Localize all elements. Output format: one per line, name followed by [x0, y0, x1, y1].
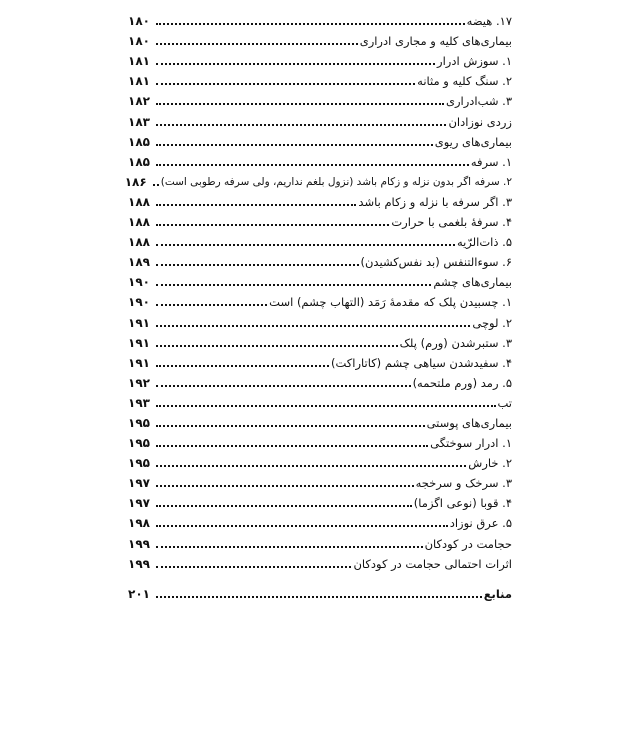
- toc-entry[interactable]: [128, 8, 512, 28]
- toc-entry-title: ۳. سرخک و سرخجه: [415, 476, 512, 491]
- dot-leader: [156, 596, 482, 598]
- toc-entry[interactable]: [128, 189, 512, 209]
- dot-leader: [156, 304, 267, 306]
- dot-leader: [156, 385, 411, 387]
- toc-entry-page: ۱۹۰: [128, 295, 150, 310]
- toc-entry-title: حجامت در کودکان: [424, 536, 512, 551]
- toc-entry-page: ۱۹۵: [128, 436, 150, 451]
- toc-entry-page: ۱۸۹: [128, 255, 150, 270]
- toc-entry-page: ۱۸۸: [128, 235, 150, 250]
- toc-entry-page: ۱۸۱: [128, 74, 150, 89]
- dot-leader: [156, 43, 358, 45]
- toc-entry-title: زردی نوزادان: [448, 114, 512, 129]
- toc-entry-page: ۱۸۰: [128, 34, 150, 49]
- toc-entry[interactable]: [128, 88, 512, 108]
- toc-entry[interactable]: [128, 108, 512, 128]
- dot-leader: [156, 124, 446, 126]
- toc-entry[interactable]: [128, 530, 512, 550]
- toc-entry-title: ۲. سرفه اگر بدون نزله و زکام باشد (نزول بلغم نداریم، ولی سرفه رطوبی است): [160, 175, 512, 188]
- dot-leader: [153, 184, 159, 186]
- dot-leader: [156, 204, 356, 206]
- toc-entry-page: ۱۹۷: [128, 496, 150, 511]
- toc-entry[interactable]: [128, 269, 512, 289]
- toc-entry-title: ۳. ستبرشدن (ورم) پلک: [399, 335, 512, 350]
- toc-entry[interactable]: [128, 48, 512, 68]
- toc-entry-page: ۲۰۱: [128, 586, 150, 601]
- dot-leader: [156, 224, 389, 226]
- toc-entry-page: ۱۸۵: [128, 154, 150, 169]
- toc-entry[interactable]: [128, 149, 512, 169]
- toc-entry[interactable]: [128, 249, 512, 269]
- toc-entry-page: ۱۸۵: [128, 134, 150, 149]
- toc-entry-page: ۱۹۵: [128, 456, 150, 471]
- dot-leader: [156, 445, 428, 447]
- toc-entry[interactable]: [128, 289, 512, 309]
- toc-entry-title: ۱. سرفه: [470, 154, 512, 169]
- toc-entry-title: ۴. سرفهٔ بلغمی با حرارت: [391, 215, 512, 230]
- toc-entry[interactable]: [128, 410, 512, 430]
- toc-entry-page: ۱۹۳: [128, 395, 150, 410]
- toc-entry[interactable]: [128, 551, 512, 571]
- toc-entry-title: بیماری‌های چشم: [433, 275, 512, 290]
- dot-leader: [156, 425, 425, 427]
- toc-entry[interactable]: [128, 28, 512, 48]
- dot-leader: [156, 63, 435, 65]
- toc-entry[interactable]: [128, 430, 512, 450]
- toc-entry-page: ۱۹۹: [128, 556, 150, 571]
- toc-entry-title: ۲. سنگ کلیه و مثانه: [417, 74, 512, 89]
- toc-entry[interactable]: [124, 169, 512, 189]
- toc-entry-title: ۱. سوزش ادرار: [437, 54, 512, 69]
- toc-entry-title: ۳. شب‌ادراری: [445, 94, 512, 109]
- dot-leader: [156, 465, 466, 467]
- toc-entry-page: ۱۹۱: [128, 335, 150, 350]
- toc-entry-title: ۳. اگر سرفه با نزله و زکام باشد: [358, 194, 512, 209]
- dot-leader: [156, 365, 329, 367]
- dot-leader: [156, 83, 415, 85]
- toc-entry-page: ۱۹۵: [128, 415, 150, 430]
- toc-entry-title: ۱. چسبیدن پلک که مقدمهٔ رَمَد (التهاب چشم) است: [269, 295, 512, 310]
- toc-entry-page: ۱۸۳: [128, 114, 150, 129]
- toc-entry-title: ۱. ادرار سوختگی: [430, 436, 512, 451]
- toc-entry-title: ۲. خارش: [468, 456, 512, 471]
- toc-entry-title: ۶. سوءالتنفس (بد نفس‌کشیدن): [360, 255, 512, 270]
- dot-leader: [156, 345, 398, 347]
- toc-entry-page: ۱۹۲: [128, 375, 150, 390]
- dot-leader: [156, 566, 351, 568]
- toc-entry[interactable]: [128, 309, 512, 329]
- dot-leader: [156, 284, 431, 286]
- dot-leader: [156, 546, 423, 548]
- toc-entry[interactable]: [128, 68, 512, 88]
- toc-entry-title: ۵. ذات‌الرّیه: [456, 235, 512, 250]
- toc-entry-page: ۱۹۹: [128, 536, 150, 551]
- toc-entry[interactable]: [128, 209, 512, 229]
- toc-entry[interactable]: [128, 330, 512, 350]
- toc-entry-title: بیماری‌های پوستی: [426, 415, 512, 430]
- dot-leader: [156, 144, 433, 146]
- dot-leader: [156, 23, 465, 25]
- toc-entry-references[interactable]: [128, 581, 512, 601]
- toc-entry[interactable]: [128, 510, 512, 530]
- toc-entry-page: ۱۸۶: [124, 174, 147, 189]
- toc-entry-page: ۱۹۱: [128, 315, 150, 330]
- toc-entry-page: ۱۸۰: [128, 14, 150, 29]
- toc-entry[interactable]: [128, 370, 512, 390]
- dot-leader: [156, 103, 444, 105]
- toc-entry-title: بیماری‌های ریوی: [434, 134, 512, 149]
- dot-leader: [156, 264, 359, 266]
- toc-entry-title: ۲. لوچی: [472, 315, 512, 330]
- dot-leader: [156, 405, 496, 407]
- toc-entry[interactable]: [128, 350, 512, 370]
- dot-leader: [156, 325, 470, 327]
- toc-entry[interactable]: [128, 229, 512, 249]
- dot-leader: [156, 244, 455, 246]
- toc-entry-page: ۱۹۷: [128, 476, 150, 491]
- toc-entry-page: ۱۸۸: [128, 215, 150, 230]
- toc-entry[interactable]: [128, 390, 512, 410]
- dot-leader: [156, 485, 414, 487]
- toc-entry-page: ۱۹۸: [128, 516, 150, 531]
- toc-entry-title: ۴. قوبا (نوعی اگزما): [413, 496, 512, 511]
- dot-leader: [156, 164, 469, 166]
- toc-entry[interactable]: [128, 490, 512, 510]
- dot-leader: [156, 525, 448, 527]
- toc-entry-title: ۴. سفیدشدن سیاهی چشم (کاتاراکت): [331, 355, 512, 370]
- toc-entry-title: بیماری‌های کلیه و مجاری ادراری: [359, 34, 512, 49]
- toc-entry[interactable]: [128, 129, 512, 149]
- toc-entry-page: ۱۹۱: [128, 355, 150, 370]
- toc-entry-page: ۱۹۰: [128, 275, 150, 290]
- toc-entry-title: اثرات احتمالی حجامت در کودکان: [353, 556, 512, 571]
- toc-entry-page: ۱۸۲: [128, 94, 150, 109]
- toc-entry-title: ۵. عرق نوزاد: [449, 516, 512, 531]
- table-of-contents: [124, 8, 512, 601]
- toc-entry-title: منابع: [483, 586, 512, 601]
- toc-entry[interactable]: [128, 450, 512, 470]
- toc-entry-page: ۱۸۸: [128, 194, 150, 209]
- dot-leader: [156, 505, 412, 507]
- toc-entry-title: ۵. رمد (ورم ملتحمه): [412, 375, 512, 390]
- toc-entry-title: تب: [497, 395, 512, 410]
- toc-entry-title: ۱۷. هیضه: [466, 14, 512, 29]
- toc-entry[interactable]: [128, 470, 512, 490]
- toc-entry-page: ۱۸۱: [128, 54, 150, 69]
